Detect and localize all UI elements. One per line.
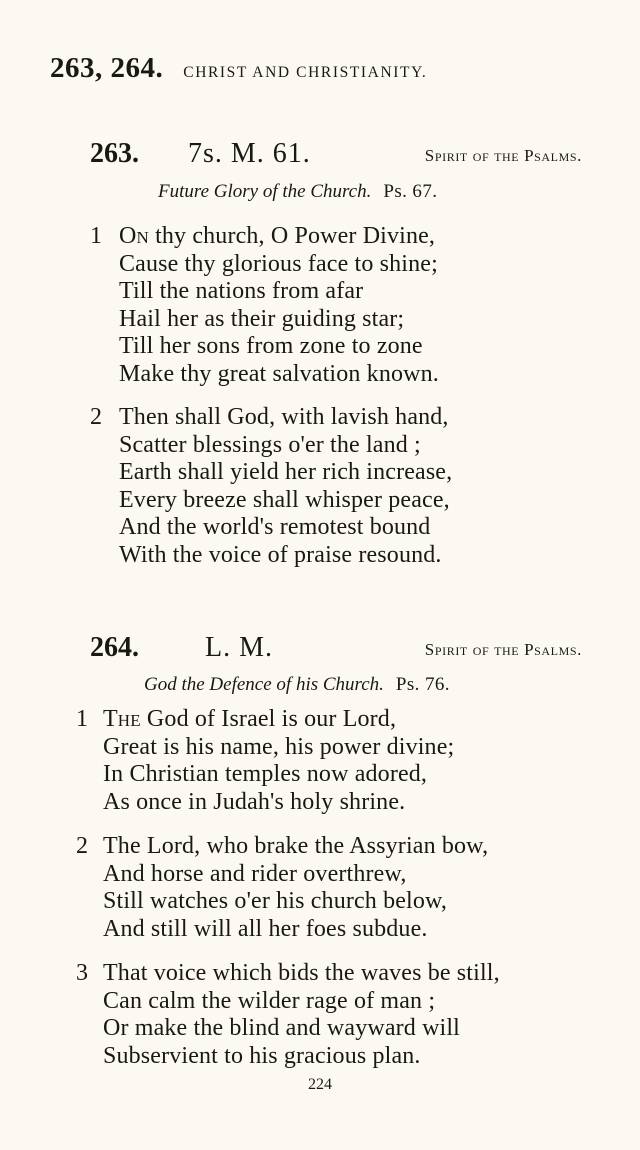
stanza-line: Great is his name, his power divine; bbox=[103, 733, 455, 760]
stanza-number: 3 bbox=[76, 960, 88, 986]
hymn-meter: L. M. bbox=[205, 632, 273, 663]
hymn-264-stanza-2 bbox=[76, 833, 596, 943]
hymn-meter: 7s. M. 61. bbox=[188, 138, 311, 169]
hymn-psalm-reference: Ps. 67. bbox=[383, 181, 438, 202]
hymn-264-heading bbox=[90, 632, 590, 666]
stanza-line: Then shall God, with lavish hand, bbox=[119, 404, 449, 430]
hymn-264-stanza-3 bbox=[76, 960, 596, 1070]
stanza-line: Every breeze shall whisper peace, bbox=[119, 486, 450, 513]
running-head-title: CHRIST AND CHRISTIANITY. bbox=[183, 64, 428, 81]
running-head-numbers: 263, 264. bbox=[50, 52, 164, 84]
stanza-line: And horse and rider overthrew, bbox=[103, 860, 407, 887]
hymn-263-subtitle bbox=[158, 181, 437, 203]
hymn-264-subtitle bbox=[144, 674, 450, 696]
hymn-psalm-reference: Ps. 76. bbox=[395, 674, 450, 695]
stanza-line: Or make the blind and wayward will bbox=[103, 1015, 461, 1041]
page-number: 224 bbox=[308, 1076, 332, 1093]
stanza-first-line-rest: God of Israel is our Lord, bbox=[140, 706, 397, 732]
running-head bbox=[50, 52, 610, 85]
stanza-number: 2 bbox=[90, 404, 102, 430]
hymn-subtitle-title: God the Defence of his Church. bbox=[144, 674, 384, 695]
stanza-line: Can calm the wilder rage of man ; bbox=[103, 987, 436, 1014]
stanza-line: And the world's remotest bound bbox=[119, 514, 431, 540]
hymn-source: Spirit of the Psalms. bbox=[424, 146, 582, 165]
stanza-number: 1 bbox=[76, 706, 88, 732]
stanza-line: That voice which bids the waves be still, bbox=[103, 960, 500, 986]
stanza-first-word: The bbox=[103, 706, 141, 732]
hymn-264-stanza-1 bbox=[76, 706, 596, 816]
stanza-line: With the voice of praise resound. bbox=[119, 541, 442, 568]
stanza-first-word: On bbox=[119, 223, 149, 249]
stanza-line: Hail her as their guiding star; bbox=[119, 305, 405, 332]
stanza-line bbox=[103, 706, 596, 734]
stanza-line: Make thy great salvation known. bbox=[119, 360, 439, 387]
hymn-263-stanza-1 bbox=[90, 223, 610, 388]
stanza-line: Scatter blessings o'er the land ; bbox=[119, 431, 421, 458]
hymn-subtitle-title: Future Glory of the Church. bbox=[158, 181, 372, 202]
hymn-number: 264. bbox=[90, 632, 139, 663]
hymn-263-heading bbox=[90, 138, 590, 172]
stanza-number: 2 bbox=[76, 833, 88, 859]
hymn-number: 263. bbox=[90, 138, 139, 169]
stanza-line: Earth shall yield her rich increase, bbox=[119, 459, 453, 485]
stanza-line: The Lord, who brake the Assyrian bow, bbox=[103, 833, 489, 859]
stanza-line bbox=[119, 223, 610, 251]
stanza-line: Till her sons from zone to zone bbox=[119, 333, 423, 359]
stanza-first-line-rest: thy church, O Power Divine, bbox=[148, 223, 436, 249]
stanza-number: 1 bbox=[90, 223, 102, 249]
stanza-line: Cause thy glorious face to shine; bbox=[119, 250, 438, 277]
hymn-263-stanza-2 bbox=[90, 404, 610, 569]
stanza-line: Subservient to his gracious plan. bbox=[103, 1042, 421, 1069]
stanza-line: In Christian temples now adored, bbox=[103, 761, 428, 787]
stanza-line: Still watches o'er his church below, bbox=[103, 888, 448, 914]
stanza-line: Till the nations from afar bbox=[119, 278, 364, 304]
hymn-source: Spirit of the Psalms. bbox=[424, 640, 582, 659]
stanza-line: As once in Judah's holy shrine. bbox=[103, 788, 406, 815]
stanza-line: And still will all her foes subdue. bbox=[103, 915, 428, 942]
